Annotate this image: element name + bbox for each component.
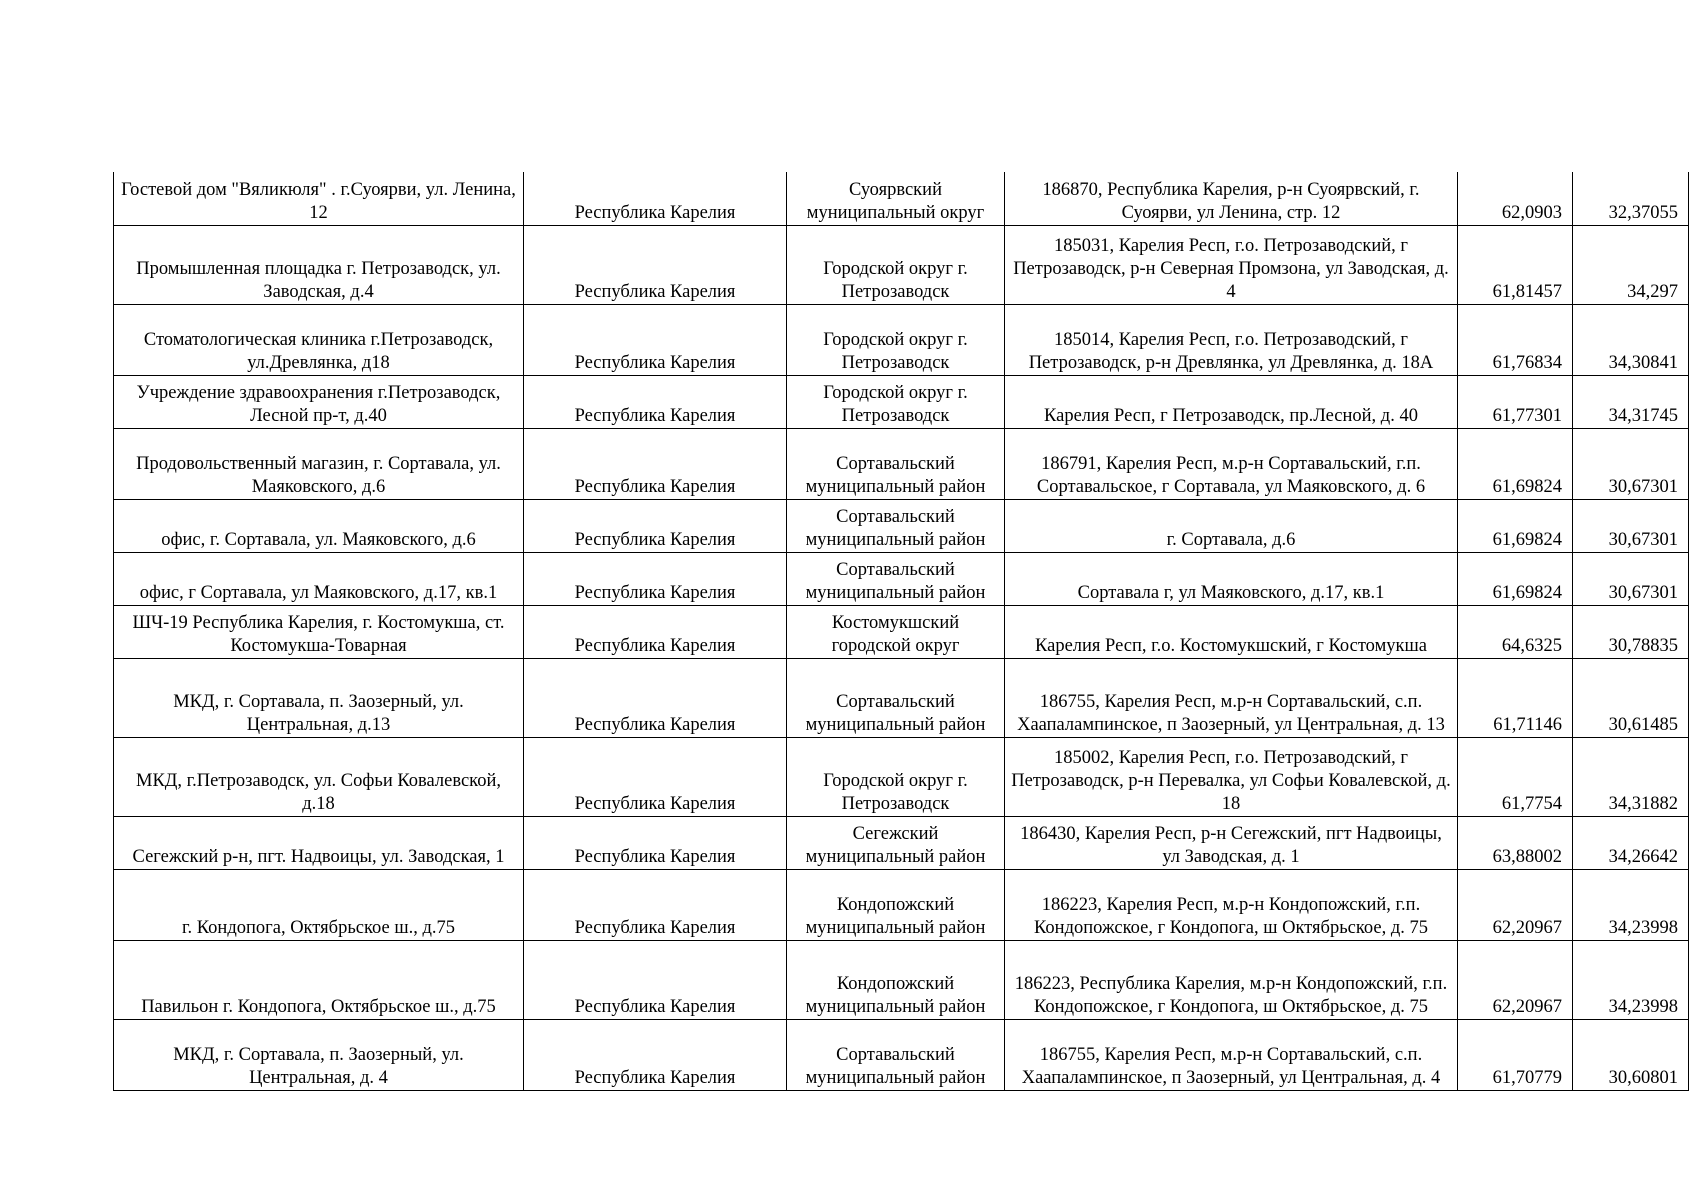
municipality-cell: Городской округ г. Петрозаводск — [787, 304, 1005, 375]
address-cell: 186755, Карелия Респ, м.р-н Сортавальский, с.п. Хаапалампинское, п Заозерный, ул Центральная, д. 4 — [1005, 1019, 1458, 1090]
municipality-cell: Городской округ г. Петрозаводск — [787, 225, 1005, 304]
latitude-cell: 61,77301 — [1458, 375, 1573, 428]
longitude-cell: 30,67301 — [1573, 552, 1689, 605]
longitude-cell: 30,61485 — [1573, 658, 1689, 737]
table-row — [114, 737, 1689, 816]
municipality-cell: Сортавальский муниципальный район — [787, 552, 1005, 605]
table-row — [114, 375, 1689, 428]
address-cell: 186223, Карелия Респ, м.р-н Кондопожский, г.п. Кондопожское, г Кондопога, ш Октябрьское, д. 75 — [1005, 869, 1458, 940]
address-cell: 186755, Карелия Респ, м.р-н Сортавальский, с.п. Хаапалампинское, п Заозерный, ул Центральная, д. 13 — [1005, 658, 1458, 737]
table-row — [114, 428, 1689, 499]
table-row — [114, 172, 1689, 225]
municipality-cell: Кондопожский муниципальный район — [787, 940, 1005, 1019]
municipality-cell: Городской округ г. Петрозаводск — [787, 375, 1005, 428]
longitude-cell: 30,67301 — [1573, 428, 1689, 499]
region-cell: Республика Карелия — [524, 869, 787, 940]
municipality-cell: Сортавальский муниципальный район — [787, 658, 1005, 737]
address-cell: 186870, Республика Карелия, р-н Суоярвский, г. Суоярви, ул Ленина, стр. 12 — [1005, 172, 1458, 225]
longitude-cell: 30,67301 — [1573, 499, 1689, 552]
municipality-cell: Костомукшский городской округ — [787, 605, 1005, 658]
municipality-cell: Суоярвский муниципальный округ — [787, 172, 1005, 225]
table-row — [114, 225, 1689, 304]
table-row — [114, 499, 1689, 552]
address-cell: 185002, Карелия Респ, г.о. Петрозаводский, г Петрозаводск, р-н Перевалка, ул Софьи Ковалевской, д. 18 — [1005, 737, 1458, 816]
latitude-cell: 61,7754 — [1458, 737, 1573, 816]
table-row — [114, 1019, 1689, 1090]
latitude-cell: 61,69824 — [1458, 552, 1573, 605]
region-cell: Республика Карелия — [524, 605, 787, 658]
latitude-cell: 64,6325 — [1458, 605, 1573, 658]
latitude-cell: 61,69824 — [1458, 428, 1573, 499]
table-row — [114, 658, 1689, 737]
object-name-cell: Учреждение здравоохранения г.Петрозаводск, Лесной пр-т, д.40 — [114, 375, 524, 428]
table-row — [114, 552, 1689, 605]
object-name-cell: Павильон г. Кондопога, Октябрьское ш., д.75 — [114, 940, 524, 1019]
region-cell: Республика Карелия — [524, 658, 787, 737]
region-cell: Республика Карелия — [524, 225, 787, 304]
region-cell: Республика Карелия — [524, 304, 787, 375]
longitude-cell: 34,31882 — [1573, 737, 1689, 816]
address-cell: Карелия Респ, г Петрозаводск, пр.Лесной, д. 40 — [1005, 375, 1458, 428]
object-name-cell: Сегежский р-н, пгт. Надвоицы, ул. Заводская, 1 — [114, 816, 524, 869]
object-name-cell: офис, г Сортавала, ул Маяковского, д.17, кв.1 — [114, 552, 524, 605]
region-cell: Республика Карелия — [524, 940, 787, 1019]
object-name-cell: МКД, г. Сортавала, п. Заозерный, ул. Центральная, д.13 — [114, 658, 524, 737]
municipality-cell: Городской округ г. Петрозаводск — [787, 737, 1005, 816]
table-row — [114, 816, 1689, 869]
region-cell: Республика Карелия — [524, 552, 787, 605]
table-row — [114, 304, 1689, 375]
latitude-cell: 62,20967 — [1458, 869, 1573, 940]
table-row — [114, 605, 1689, 658]
latitude-cell: 63,88002 — [1458, 816, 1573, 869]
longitude-cell: 32,37055 — [1573, 172, 1689, 225]
municipality-cell: Сортавальский муниципальный район — [787, 1019, 1005, 1090]
longitude-cell: 34,30841 — [1573, 304, 1689, 375]
objects-table — [113, 172, 1689, 1091]
object-name-cell: г. Кондопога, Октябрьское ш., д.75 — [114, 869, 524, 940]
latitude-cell: 62,20967 — [1458, 940, 1573, 1019]
address-cell: Сортавала г, ул Маяковского, д.17, кв.1 — [1005, 552, 1458, 605]
latitude-cell: 61,76834 — [1458, 304, 1573, 375]
latitude-cell: 61,70779 — [1458, 1019, 1573, 1090]
address-cell: 185031, Карелия Респ, г.о. Петрозаводский, г Петрозаводск, р-н Северная Промзона, ул Заводская, д. 4 — [1005, 225, 1458, 304]
longitude-cell: 34,31745 — [1573, 375, 1689, 428]
object-name-cell: ШЧ-19 Республика Карелия, г. Костомукша, ст. Костомукша-Товарная — [114, 605, 524, 658]
longitude-cell: 34,297 — [1573, 225, 1689, 304]
longitude-cell: 34,26642 — [1573, 816, 1689, 869]
region-cell: Республика Карелия — [524, 737, 787, 816]
region-cell: Республика Карелия — [524, 499, 787, 552]
address-cell: г. Сортавала, д.6 — [1005, 499, 1458, 552]
object-name-cell: Стоматологическая клиника г.Петрозаводск, ул.Древлянка, д18 — [114, 304, 524, 375]
address-cell: 186223, Республика Карелия, м.р-н Кондопожский, г.п. Кондопожское, г Кондопога, ш Октябрьское, д. 75 — [1005, 940, 1458, 1019]
longitude-cell: 34,23998 — [1573, 869, 1689, 940]
address-cell: 185014, Карелия Респ, г.о. Петрозаводский, г Петрозаводск, р-н Древлянка, ул Древлянка, д. 18А — [1005, 304, 1458, 375]
table-row — [114, 940, 1689, 1019]
region-cell: Республика Карелия — [524, 816, 787, 869]
object-name-cell: Промышленная площадка г. Петрозаводск, ул. Заводская, д.4 — [114, 225, 524, 304]
address-cell: 186430, Карелия Респ, р-н Сегежский, пгт Надвоицы, ул Заводская, д. 1 — [1005, 816, 1458, 869]
address-cell: Карелия Респ, г.о. Костомукшский, г Костомукша — [1005, 605, 1458, 658]
object-name-cell: Гостевой дом "Вяликюля" . г.Суоярви, ул. Ленина, 12 — [114, 172, 524, 225]
longitude-cell: 30,78835 — [1573, 605, 1689, 658]
object-name-cell: МКД, г.Петрозаводск, ул. Софьи Ковалевской, д.18 — [114, 737, 524, 816]
object-name-cell: Продовольственный магазин, г. Сортавала, ул. Маяковского, д.6 — [114, 428, 524, 499]
table-body — [114, 172, 1689, 1090]
table-row — [114, 869, 1689, 940]
object-name-cell: офис, г. Сортавала, ул. Маяковского, д.6 — [114, 499, 524, 552]
region-cell: Республика Карелия — [524, 375, 787, 428]
municipality-cell: Сортавальский муниципальный район — [787, 499, 1005, 552]
municipality-cell: Сегежский муниципальный район — [787, 816, 1005, 869]
municipality-cell: Сортавальский муниципальный район — [787, 428, 1005, 499]
region-cell: Республика Карелия — [524, 1019, 787, 1090]
longitude-cell: 34,23998 — [1573, 940, 1689, 1019]
latitude-cell: 61,71146 — [1458, 658, 1573, 737]
object-name-cell: МКД, г. Сортавала, п. Заозерный, ул. Центральная, д. 4 — [114, 1019, 524, 1090]
address-cell: 186791, Карелия Респ, м.р-н Сортавальский, г.п. Сортавальское, г Сортавала, ул Маяковского, д. 6 — [1005, 428, 1458, 499]
region-cell: Республика Карелия — [524, 428, 787, 499]
latitude-cell: 61,69824 — [1458, 499, 1573, 552]
latitude-cell: 61,81457 — [1458, 225, 1573, 304]
region-cell: Республика Карелия — [524, 172, 787, 225]
latitude-cell: 62,0903 — [1458, 172, 1573, 225]
longitude-cell: 30,60801 — [1573, 1019, 1689, 1090]
municipality-cell: Кондопожский муниципальный район — [787, 869, 1005, 940]
